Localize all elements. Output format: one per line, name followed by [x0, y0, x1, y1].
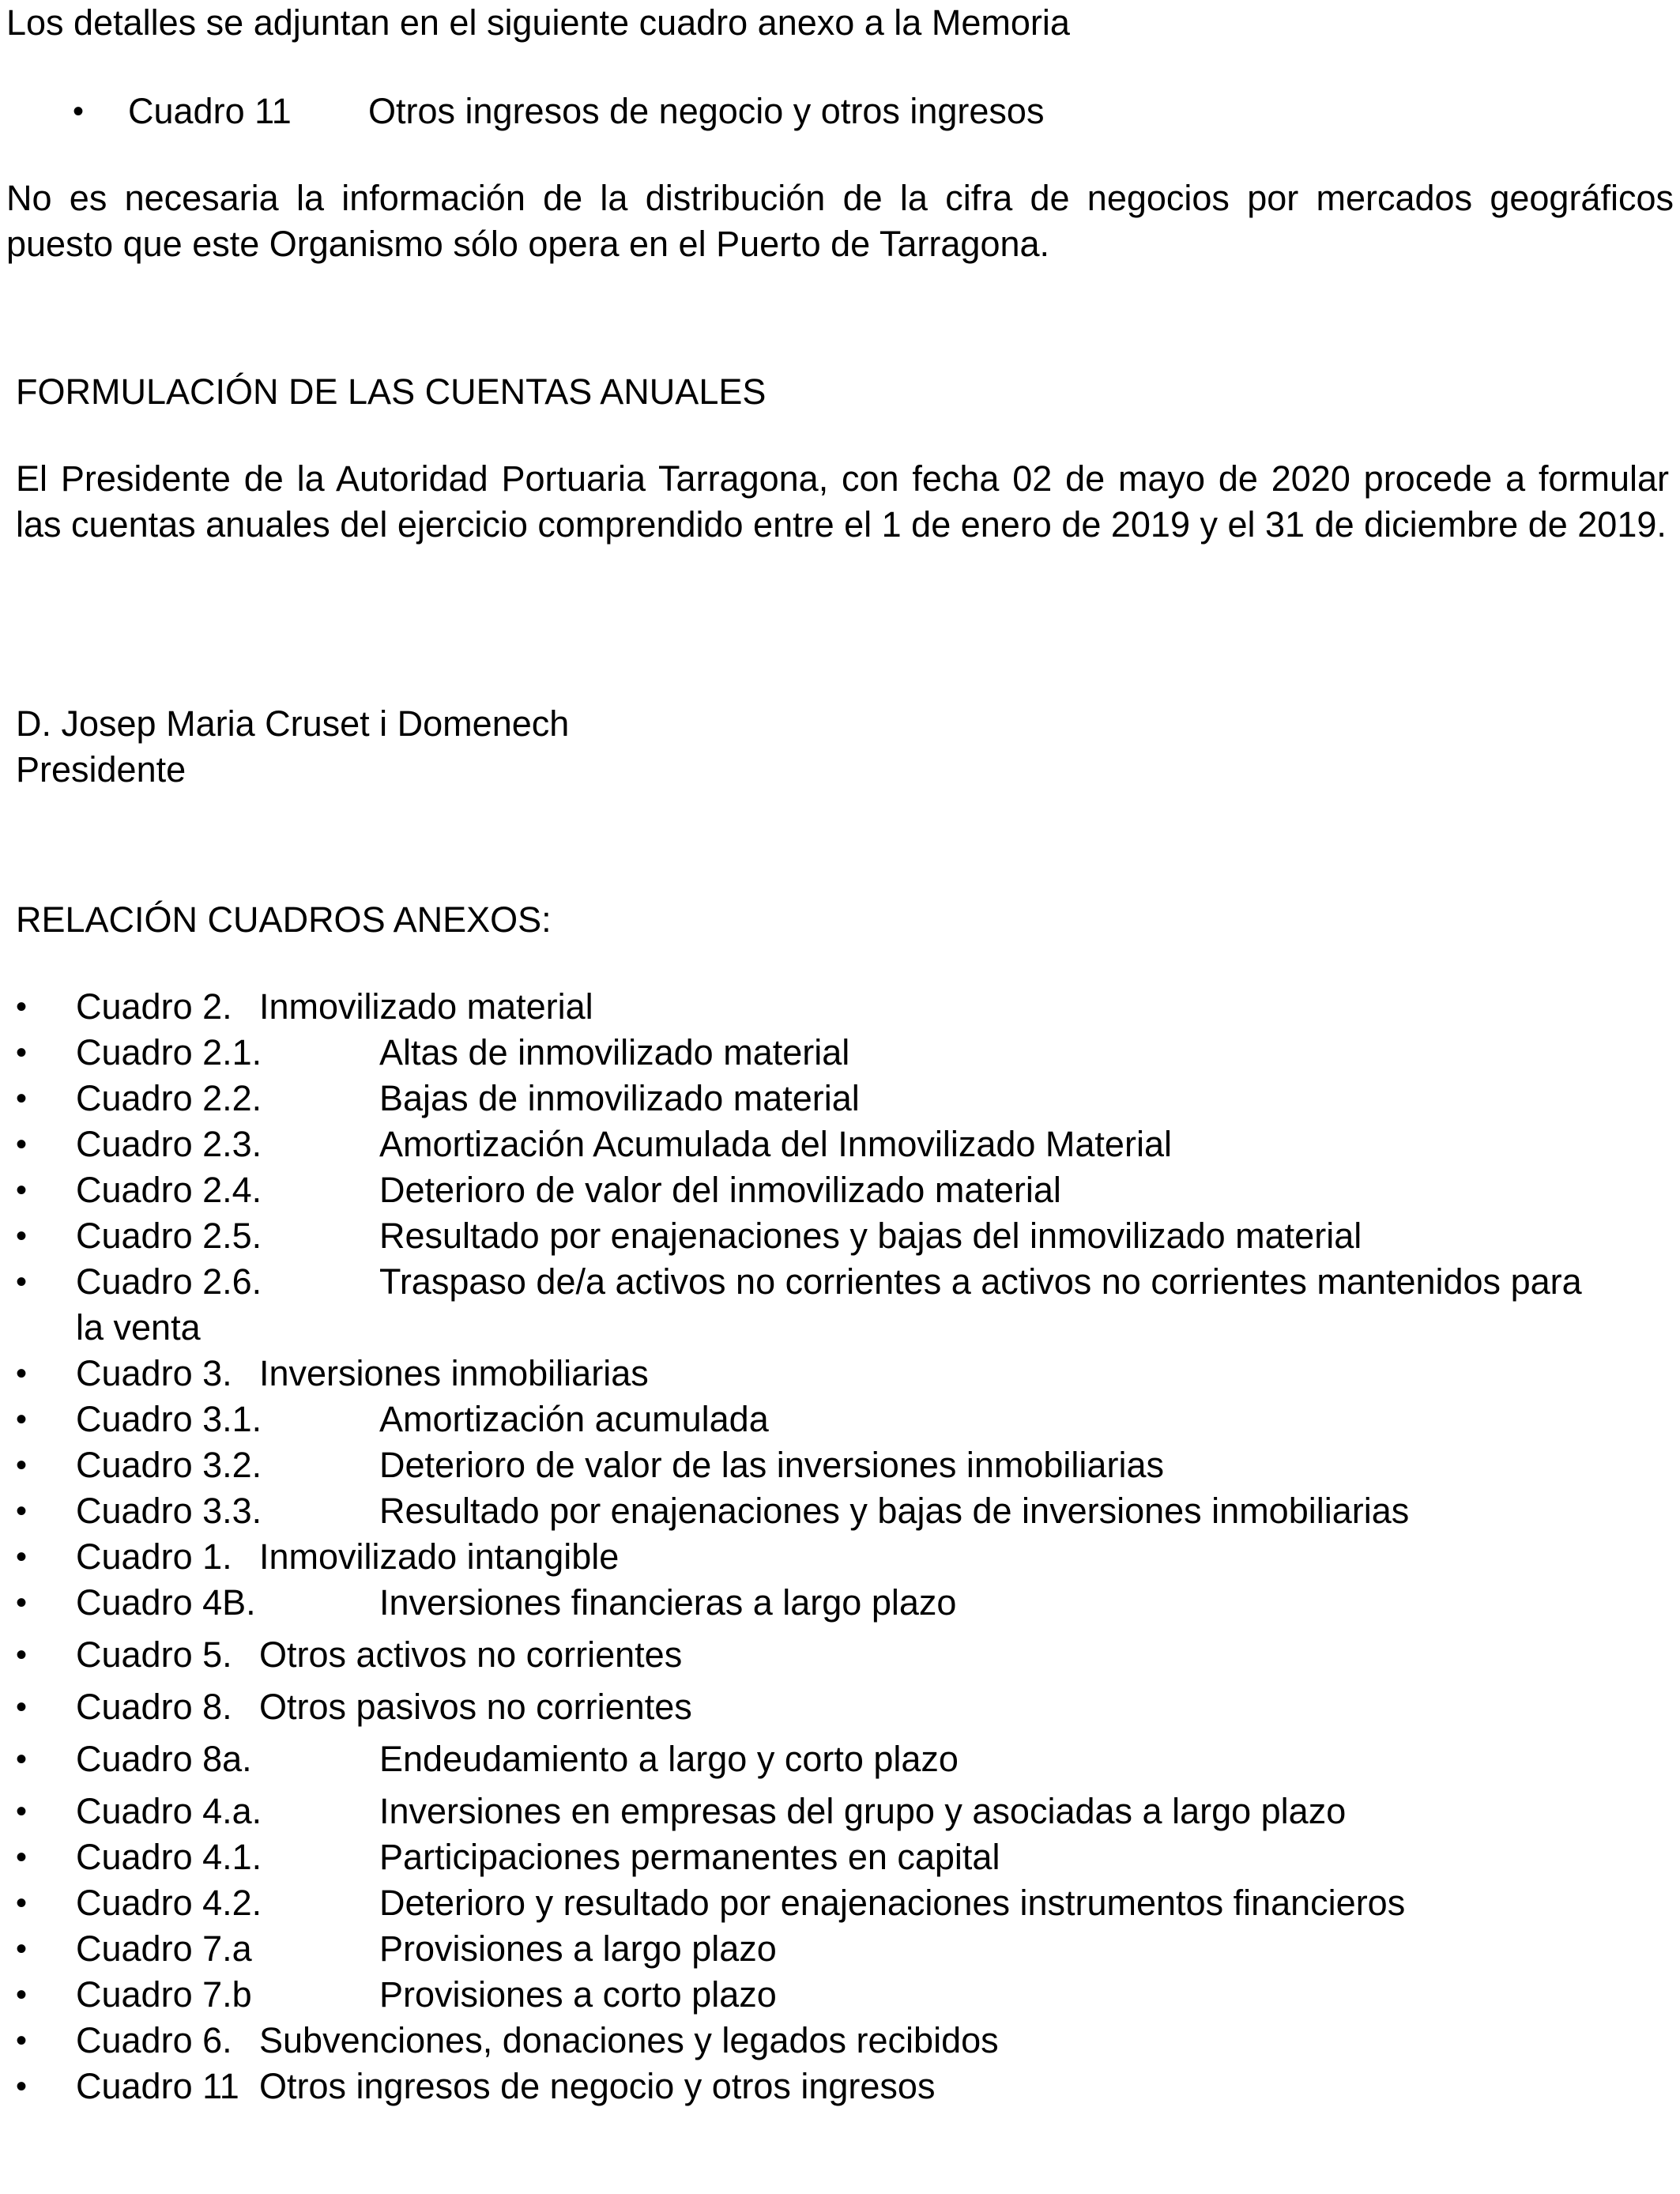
annex-code: Cuadro 2.5.: [76, 1216, 262, 1256]
annex-list-item: [0, 1397, 1680, 1442]
annex-list-item: [0, 1259, 1680, 1351]
bullet-icon: •: [16, 1265, 28, 1299]
annex-list-item: [0, 984, 1680, 1030]
bullet-icon: •: [16, 1127, 28, 1162]
annex-code: Cuadro 7.b: [76, 1974, 252, 2015]
annex-description: Resultado por enajenaciones y bajas del inmovilizado material: [379, 1216, 1362, 1256]
annex-code: Cuadro 4.a.: [76, 1791, 262, 1831]
annex-description: Traspaso de/a activos no corrientes a activos no corrientes mantenidos para: [379, 1261, 1582, 1302]
bullet-icon: •: [16, 1638, 28, 1672]
bullet-icon: •: [16, 1448, 28, 1483]
annex-code: Cuadro 3.1.: [76, 1399, 262, 1439]
bullet-icon: •: [16, 1977, 28, 2012]
annex-description: Altas de inmovilizado material: [379, 1032, 850, 1072]
annex-code: Cuadro 5.: [76, 1634, 232, 1675]
annex-description: Resultado por enajenaciones y bajas de inversiones inmobiliarias: [379, 1491, 1410, 1531]
annex-code: Cuadro 2.3.: [76, 1124, 262, 1164]
annex-description: Inversiones financieras a largo plazo: [379, 1582, 957, 1623]
bullet-icon: •: [16, 1540, 28, 1574]
annex-list-item: [0, 1122, 1680, 1167]
annex-description: Provisiones a corto plazo: [379, 1974, 777, 2015]
annex-list-item: [0, 1736, 1680, 1782]
annex-code: Cuadro 4B.: [76, 1582, 256, 1623]
annex-description-continuation: la venta: [76, 1307, 201, 1348]
annex-code: Cuadro 8a.: [76, 1739, 252, 1779]
annex-list: [0, 984, 1680, 2109]
bullet-icon: •: [16, 1356, 28, 1391]
bullet-icon: •: [16, 1742, 28, 1777]
bullet-icon: •: [16, 1494, 28, 1529]
annex-list-item: [0, 1030, 1680, 1076]
annex-description: Inversiones en empresas del grupo y asociadas a largo plazo: [379, 1791, 1347, 1831]
annex-list-item: [0, 1834, 1680, 1880]
annex-description: Otros activos no corrientes: [259, 1634, 683, 1675]
annex-description: Participaciones permanentes en capital: [379, 1837, 1000, 1877]
annex-description: Otros pasivos no corrientes: [259, 1687, 692, 1727]
signatory-title: Presidente: [16, 749, 186, 790]
signature-block: [16, 701, 1674, 793]
annex-description: Deterioro de valor de las inversiones inmobiliarias: [379, 1445, 1164, 1485]
annex-code: Cuadro 7.a: [76, 1928, 252, 1969]
bullet-icon: •: [16, 1585, 28, 1620]
annex-description: Subvenciones, donaciones y legados recibidos: [259, 2020, 999, 2060]
bullet-icon: •: [16, 1886, 28, 1921]
annex-list-item: [0, 1972, 1680, 2018]
annex-list-item: [0, 1351, 1680, 1397]
annex-heading: RELACIÓN CUADROS ANEXOS:: [16, 899, 552, 940]
bullet-icon: •: [16, 1173, 28, 1208]
annex-description: Deterioro de valor del inmovilizado material: [379, 1170, 1061, 1210]
annex-list-item: [0, 1880, 1680, 1926]
annex-description: Bajas de inmovilizado material: [379, 1078, 860, 1118]
annex-list-item: [0, 1684, 1680, 1730]
annex-code: Cuadro 2.6.: [76, 1261, 262, 1302]
annex-description: Deterioro y resultado por enajenaciones instrumentos financieros: [379, 1883, 1406, 1923]
annex-code: Cuadro 11: [76, 2066, 239, 2106]
intro-list-item: [73, 89, 1653, 134]
annex-list-item: [0, 2064, 1680, 2109]
annex-list-item: [0, 1632, 1680, 1678]
signatory-name: D. Josep Maria Cruset i Domenech: [16, 703, 570, 744]
bullet-icon: •: [16, 1219, 28, 1253]
bullet-icon: •: [16, 990, 28, 1024]
annex-description: Inmovilizado material: [259, 986, 593, 1027]
bullet-icon: •: [16, 1402, 28, 1437]
annex-description: Otros ingresos de negocio y otros ingresos: [259, 2066, 936, 2106]
bullet-icon: •: [16, 1035, 28, 1070]
formulation-heading: FORMULACIÓN DE LAS CUENTAS ANUALES: [16, 371, 767, 412]
annex-code: Cuadro 8.: [76, 1687, 232, 1727]
annex-description: Inmovilizado intangible: [259, 1536, 620, 1577]
intro-text: Los detalles se adjuntan en el siguiente cuadro anexo a la Memoria: [6, 2, 1070, 43]
annex-code: Cuadro 3.: [76, 1353, 232, 1393]
bullet-icon: •: [16, 2069, 28, 2104]
annex-list-item: [0, 1442, 1680, 1488]
annex-list-item: [0, 1213, 1680, 1259]
annex-code: Cuadro 4.2.: [76, 1883, 262, 1923]
annex-code: Cuadro 2.: [76, 986, 232, 1027]
annex-list-item: [0, 1926, 1680, 1972]
annex-description: Otros ingresos de negocio y otros ingresos: [368, 91, 1045, 131]
annex-list-item: [0, 1488, 1680, 1534]
bullet-icon: •: [16, 1690, 28, 1725]
bullet-icon: •: [16, 1932, 28, 1966]
formulation-body: El Presidente de la Autoridad Portuaria Tarragona, con fecha 02 de mayo de 2020 procede a formular las cuentas anuales del ejercicio comprendido entre el 1 de enero de 2019 y el 31 de diciembre de 2019.: [16, 458, 1669, 545]
bullet-icon: •: [73, 94, 85, 129]
annex-code: Cuadro 3.2.: [76, 1445, 262, 1485]
annex-code: Cuadro 6.: [76, 2020, 232, 2060]
annex-list-item: [0, 1534, 1680, 1580]
bullet-icon: •: [16, 2023, 28, 2058]
annex-code: Cuadro 3.3.: [76, 1491, 262, 1531]
annex-code: Cuadro 4.1.: [76, 1837, 262, 1877]
annex-description: Endeudamiento a largo y corto plazo: [379, 1739, 959, 1779]
annex-description: Inversiones inmobiliarias: [259, 1353, 649, 1393]
annex-code: Cuadro 2.2.: [76, 1078, 262, 1118]
annex-list-item: [0, 1789, 1680, 1834]
annex-code: Cuadro 2.1.: [76, 1032, 262, 1072]
annex-description: Amortización Acumulada del Inmovilizado Material: [379, 1124, 1172, 1164]
annex-description: Provisiones a largo plazo: [379, 1928, 777, 1969]
annex-code: Cuadro 2.4.: [76, 1170, 262, 1210]
bullet-icon: •: [16, 1081, 28, 1116]
bullet-icon: •: [16, 1840, 28, 1875]
bullet-icon: •: [16, 1794, 28, 1829]
annex-code: Cuadro 11: [128, 91, 292, 131]
annex-description: Amortización acumulada: [379, 1399, 769, 1439]
annex-list-item: [0, 1076, 1680, 1122]
annex-list-item: [0, 1580, 1680, 1626]
annex-list-item: [0, 1167, 1680, 1213]
annex-list-item: [0, 2018, 1680, 2064]
geo-paragraph: No es necesaria la información de la distribución de la cifra de negocios por mercados geográficos puesto que este Organismo sólo opera en el Puerto de Tarragona.: [6, 178, 1674, 264]
annex-code: Cuadro 1.: [76, 1536, 232, 1577]
